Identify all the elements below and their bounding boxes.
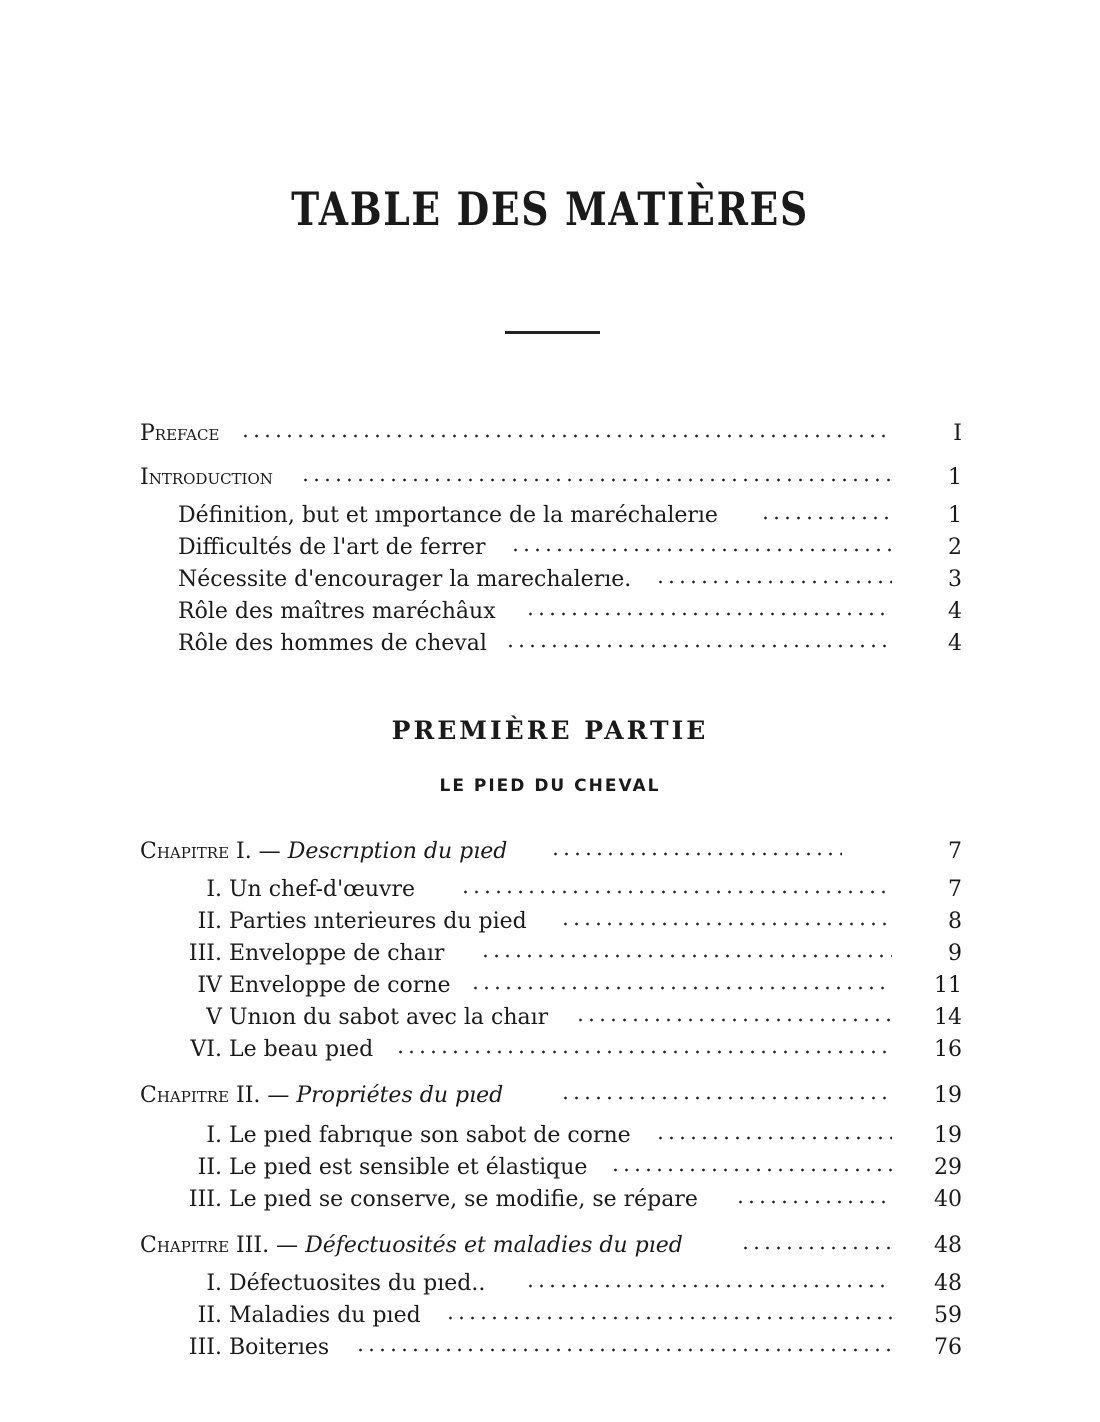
entry-page: 59 — [934, 1303, 962, 1328]
item-number: III. — [188, 1335, 222, 1360]
entry-label: Définition, but et ımportance de la maréchalerıe — [178, 500, 720, 532]
item-number: II. — [197, 1303, 222, 1328]
dot-leader — [560, 1096, 892, 1100]
toc-subentry[interactable] — [140, 1002, 962, 1034]
entry-page: 3 — [948, 567, 962, 592]
toc-chapter[interactable] — [140, 1080, 962, 1112]
entry-page: 19 — [934, 1083, 962, 1108]
entry-page: 40 — [934, 1187, 962, 1212]
chapter-prefix: Chapitre II. — — [140, 1083, 290, 1108]
entry-label: Enveloppe de chaır — [229, 941, 445, 966]
entry-page: 2 — [948, 535, 962, 560]
entry-page: 7 — [948, 839, 962, 864]
chapter-title: Défectuosités et maladies du pıed — [305, 1233, 683, 1258]
entry-page: 14 — [934, 1005, 962, 1030]
entry-label: Le pıed se conserve, se modifie, se répare — [229, 1187, 698, 1212]
dot-leader — [610, 1168, 892, 1172]
toc-subentry[interactable] — [140, 970, 962, 1002]
dot-leader — [355, 1348, 892, 1352]
item-number: I. — [206, 877, 222, 902]
entry-page: 19 — [934, 1123, 962, 1148]
dot-leader — [470, 986, 892, 990]
toc-subentry[interactable] — [140, 1268, 962, 1300]
entry-page: 48 — [934, 1233, 962, 1258]
toc-subentry[interactable] — [140, 1034, 962, 1066]
dot-leader — [395, 1050, 892, 1054]
entry-label: Défectuosites du pıed.. — [229, 1271, 486, 1296]
toc-chapter[interactable] — [140, 836, 962, 868]
entry-page: 76 — [934, 1335, 962, 1360]
toc-subentry[interactable] — [140, 906, 962, 938]
toc-subentry[interactable] — [140, 1300, 962, 1332]
item-number: V — [206, 1005, 222, 1030]
entry-page: 1 — [948, 503, 962, 528]
item-number: IV — [197, 973, 222, 998]
entry-page: 48 — [934, 1271, 962, 1296]
part-title: PREMIÈRE PARTIE — [391, 716, 709, 745]
chapter-title: Descrıption du pıed — [287, 839, 508, 864]
chapter-prefix: Chapitre I. — — [140, 839, 281, 864]
dot-leader — [560, 922, 892, 926]
entry-page: 9 — [948, 941, 962, 966]
entry-page: 4 — [948, 631, 962, 656]
toc-chapter[interactable] — [140, 1230, 962, 1262]
entry-page: 16 — [934, 1037, 962, 1062]
entry-label: Introduction — [140, 462, 275, 494]
item-number: I. — [206, 1271, 222, 1296]
chapter-title: Propriétes du pıed — [296, 1083, 504, 1108]
item-number: III. — [188, 1187, 222, 1212]
entry-label: Rôle des hommes de cheval — [178, 628, 489, 660]
toc-subentry[interactable] — [140, 938, 962, 970]
dot-leader — [460, 890, 892, 894]
entry-label: Unıon du sabot avec la chaır — [229, 1005, 549, 1030]
entry-label: Le pıed est sensible et élastique — [229, 1155, 588, 1180]
dot-leader — [655, 1136, 892, 1140]
entry-label: Enveloppe de corne — [229, 973, 451, 998]
part-subtitle: LE PIED DU CHEVAL — [439, 776, 661, 796]
entry-page: 7 — [948, 877, 962, 902]
table-of-contents-part1 — [140, 0, 962, 1422]
toc-subentry[interactable] — [140, 1184, 962, 1216]
dot-leader — [735, 1200, 892, 1204]
entry-label: Le beau pıed — [229, 1037, 374, 1062]
item-number: I. — [206, 1123, 222, 1148]
page-title: TABLE DES MATIÈRES — [291, 182, 809, 236]
item-number: III. — [188, 941, 222, 966]
dot-leader — [575, 1018, 892, 1022]
dot-leader — [525, 1284, 892, 1288]
dot-leader — [740, 1246, 892, 1250]
dot-leader — [445, 1316, 892, 1320]
entry-label: Nécessite d'encourager la marechalerıe. — [178, 564, 633, 596]
entry-label: Parties ınterieures du pied — [229, 909, 527, 934]
entry-page: 29 — [934, 1155, 962, 1180]
entry-page: 1 — [948, 465, 962, 490]
entry-label: Le pıed fabrıque son sabot de corne — [229, 1123, 631, 1148]
dot-leader — [480, 954, 892, 958]
toc-subentry[interactable] — [140, 1332, 962, 1364]
entry-label: Un chef-d'œuvre — [229, 877, 416, 902]
item-number: II. — [197, 909, 222, 934]
entry-page: I — [953, 421, 962, 446]
entry-label: Difficultés de l'art de ferrer — [178, 532, 487, 564]
entry-page: 11 — [934, 973, 962, 998]
entry-label: Preface — [140, 418, 221, 450]
entry-label: Maladies du pıed — [229, 1303, 421, 1328]
entry-label: Rôle des maîtres maréchâux — [178, 596, 498, 628]
dot-leader — [550, 852, 842, 856]
entry-page: 4 — [948, 599, 962, 624]
toc-subentry[interactable] — [140, 874, 962, 906]
item-number: II. — [197, 1155, 222, 1180]
toc-subentry[interactable] — [140, 1152, 962, 1184]
item-number: VI. — [190, 1037, 222, 1062]
toc-subentry[interactable] — [140, 1120, 962, 1152]
entry-page: 8 — [948, 909, 962, 934]
chapter-prefix: Chapitre III. — — [140, 1233, 299, 1258]
entry-label: Boiterıes — [229, 1335, 330, 1360]
